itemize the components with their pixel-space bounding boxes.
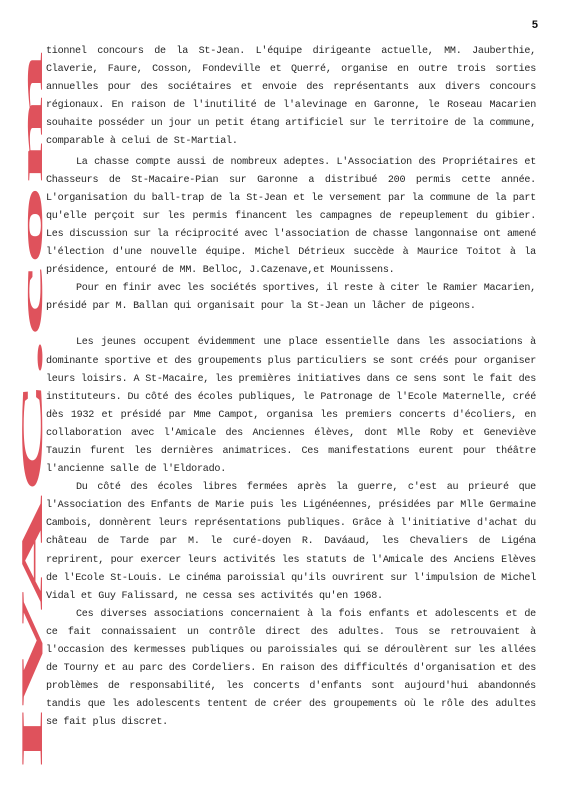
paragraph-hunting: La chasse compte aussi de nombreux adeptes. L'Association des Propriétaires et Chasseurs de St-Macaire-Pian sur Garonne a distribué 200 permis cette année. L'organisation du ball-trap de la St-Jean et le versement par la commune de la part qu'elle perçoit sur les permis financent les campagnes de repeuplement du gibier. Les discussion sur la réciprocité avec l'association de chasse langonnaise ont amené l'élection d'une nouvelle équipe. Michel Détrieux succède à Maurice Toitot à la présidence, entouré de MM. Belloc, J.Cazenave,et Mounissens.	[46, 156, 536, 277]
document-body	[46, 43, 536, 732]
paragraph-fishing: tionnel concours de la St-Jean. L'équipe dirigeante actuelle, MM. Jauberthie, Claverie, Faure, Cosson, Fondeville et Querré, organise en outre trois sorties annuelles pour des sociétaires et envoie des représentants aux divers concours régionaux. En raison de l'inutilité de l'alevinage en Garonne, le Roseau Macarien souhaite posséder un jour un petit étang artificiel sur le territoire de la commune, comparable à celui de St-Martial.	[46, 46, 536, 148]
paragraph-associations: Ces diverses associations concernaient à la fois enfants et adolescents et de ce fait connaissaient un contrôle direct des adultes. Tous se retrouvaient à l'occasion des kermesses publiques ou paroissiales qui se déroulèrent sur les allées de Tourny et au parc des Cordeliers. En raison des difficultés d'organisation et des problèmes de responsabilité, les concerts d'enfants sont aujourd'hui abandonnés tandis que les adolescents tentent de créer des groupements où le rôle des adultes se fait plus discret.	[46, 608, 536, 729]
paragraph-pigeon-club: Pour en finir avec les sociétés sportives, il reste à citer le Ramier Macarien, présidé par M. Ballan qui organisait pour la St-Jean un lâcher de pigeons.	[46, 283, 536, 313]
paragraph-youth: Les jeunes occupent évidemment une place essentielle dans les associations à dominante sportive et des groupements plus particuliers se sont créés pour organiser leurs loisirs. A St-Macaire, les premières initiatives dans ce sens sont le fait des instituteurs. Du côté des écoles publiques, le Patronage de l'Ecole Maternelle, créé dès 1932 et présidé par Mme Campot, organisa les premiers concerts d'écoliers, en collaboration avec l'Amicale des Anciennes élèves, dont Mlle Roby et Geneviève Tauzin furent les dernières animatrices. Ces manifestations eurent pour théâtre l'ancienne salle de l'Eldorado.	[46, 337, 536, 476]
page-number: 5	[531, 19, 538, 31]
watermark-text: IVAC.com	[16, 636, 49, 770]
paragraph-private-schools: Du côté des écoles libres fermées après la guerre, c'est au prieuré que l'Association des Enfants de Marie puis les Ligénéennes, présidées par Mlle Germaine Cambois, donnèrent leurs représentations publiques. Grâce à l'initiative d'achat du château de Tarde par M. le curé-doyen R. Daváaud, les Chevaliers de Ligéna reprirent, pour exercer leurs activités les statuts de l'Amicale des Anciens Elèves de l'Ecole St-Louis. Le cinéma paroissial qu'ils ouvrirent sur l'impulsion de Michel Vidal et Guy Falissard, ne cessa ses activités qu'en 1968.	[46, 482, 536, 602]
